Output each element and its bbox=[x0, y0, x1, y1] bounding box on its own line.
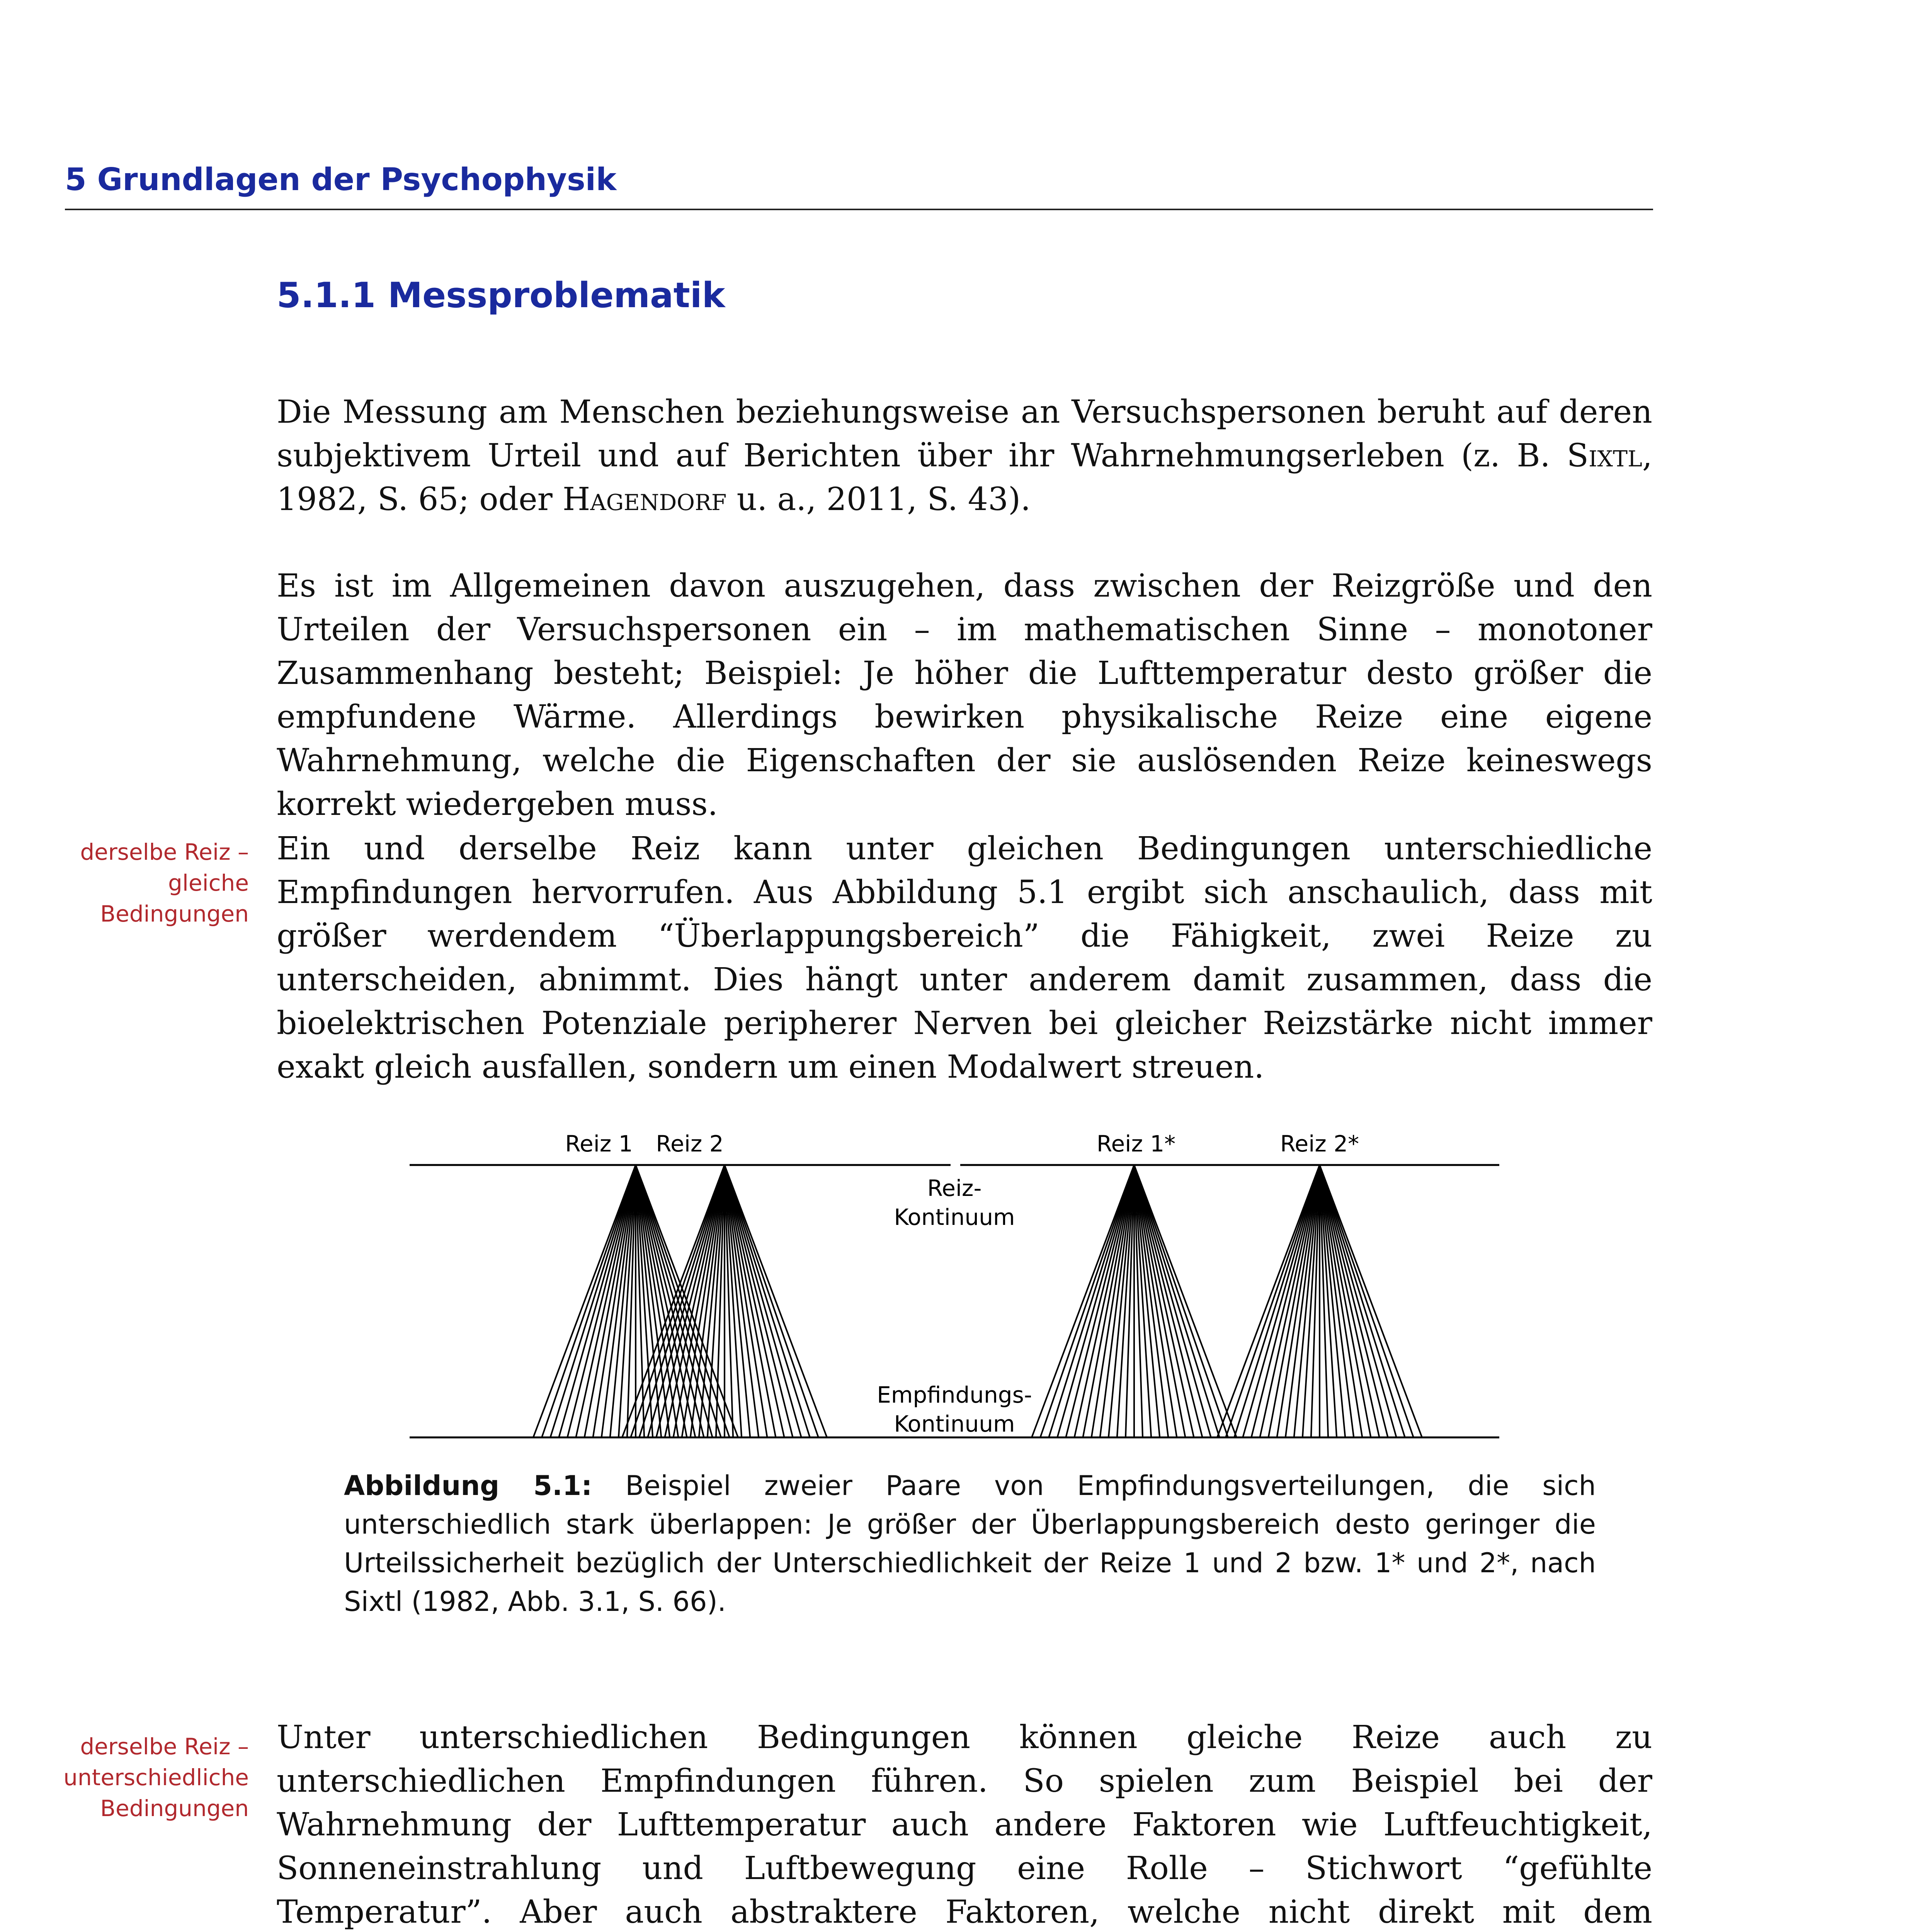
paragraph-1-text-b: , 1982, S. 65; oder bbox=[277, 437, 1652, 518]
fan-line bbox=[656, 1165, 725, 1437]
fan-line bbox=[1320, 1165, 1388, 1437]
header-rule bbox=[65, 209, 1653, 210]
fan-reiz-1-star bbox=[1032, 1165, 1237, 1437]
label-reiz-1-star: Reiz 1* bbox=[1096, 1131, 1176, 1157]
fan-line bbox=[1057, 1165, 1134, 1437]
fan-reiz-2-star bbox=[1217, 1165, 1422, 1437]
fan-line bbox=[636, 1165, 704, 1437]
fan-line bbox=[1320, 1165, 1354, 1437]
fan-line bbox=[1286, 1165, 1320, 1437]
fan-line bbox=[1134, 1165, 1211, 1437]
paragraph-2: Es ist im Allgemeinen davon auszugehen, dass zwischen der Reizgröße und den Urteilen der Versuchspersonen ein – im mathematischen Sinne – monotoner Zusammenhang besteht; Beispiel: Je höher die Lufttemperatur desto größer die empfundene Wärme. Allerdings bewirken physikalische Reize eine eigene Wahrnehmung, welche die Eigenschaften der sie auslösenden Reize keineswegs korrekt wiedergeben muss. bbox=[277, 568, 1652, 823]
label-reiz-2: Reiz 2 bbox=[656, 1131, 724, 1157]
fan-line bbox=[1066, 1165, 1134, 1437]
figure-caption bbox=[344, 1466, 1596, 1621]
label-empfindungs-kontinuum-line2: Kontinuum bbox=[894, 1411, 1015, 1437]
fan-line bbox=[1243, 1165, 1320, 1437]
label-reiz-1: Reiz 1 bbox=[565, 1131, 633, 1157]
author-sixtl: Sixtl bbox=[1567, 437, 1642, 474]
fan-line bbox=[602, 1165, 636, 1437]
paragraph-4: Unter unterschiedlichen Bedingungen können gleiche Reize auch zu unterschiedlichen Empfindungen führen. So spielen zum Beispiel bei der Wahrnehmung der Lufttemperatur auch andere Faktoren wie Luftfeuchtigkeit, Sonneneinstrahlung und Luftbewegung eine Rolle – Stichwort “gefühlte Temperatur”. Aber auch abstraktere Faktoren, welche nicht direkt mit dem bbox=[277, 1719, 1652, 1930]
margin-note-same-conditions: derselbe Reiz – gleiche Bedingungen bbox=[80, 839, 249, 927]
label-reiz-kontinuum-line2: Kontinuum bbox=[894, 1204, 1015, 1230]
running-head: 5 Grundlagen der Psychophysik bbox=[65, 162, 617, 197]
fan-line bbox=[725, 1165, 759, 1437]
caption-label: Abbildung 5.1: bbox=[344, 1470, 592, 1502]
fan-line bbox=[725, 1165, 801, 1437]
fan-line bbox=[1100, 1165, 1134, 1437]
paragraph-1-text-a: Die Messung am Menschen beziehungsweise an Versuchspersonen beruht auf deren subjektivem Urteil und auf Berichten über ihr Wahrnehmungserleben (z. B. bbox=[277, 394, 1652, 474]
fan-line bbox=[567, 1165, 636, 1437]
fan-line bbox=[1134, 1165, 1168, 1437]
caption-text: Beispiel zweier Paare von Empfindungsverteilungen, die sich unterschiedlich stark überlappen: Je größer der Überlappungsbereich desto geringer die Urteilssicherheit bezüglich der Unterschiedlichkeit der Reize 1 und 2 bzw. 1* und 2*, nach Sixtl (1982, Abb. 3.1, S. 66). bbox=[344, 1470, 1596, 1617]
fan-line bbox=[1320, 1165, 1397, 1437]
fan-line bbox=[1251, 1165, 1320, 1437]
sensation-distribution-diagram bbox=[410, 1121, 1499, 1453]
figure-5-1 bbox=[410, 1121, 1499, 1453]
margin-note-different-conditions: derselbe Reiz – unterschiedliche Bedingungen bbox=[63, 1733, 249, 1821]
fan-line bbox=[725, 1165, 793, 1437]
label-reiz-2-star: Reiz 2* bbox=[1280, 1131, 1359, 1157]
section-title: 5.1.1 Messproblematik bbox=[277, 275, 725, 316]
paragraph-1 bbox=[277, 390, 1652, 521]
paragraph-3: Ein und derselbe Reiz kann unter gleichen Bedingungen unterschiedliche Empfindungen hervorrufen. Aus Abbildung 5.1 ergibt sich anschaulich, dass mit größer werdendem “Überlappungsbereich” die Fähigkeit, zwei Reize zu unterscheiden, abnimmt. Dies hängt unter anderem damit zusammen, dass die bioelektrischen Potenziale peripherer Nerven bei gleicher Reizstärke nicht immer exakt gleich ausfallen, sondern um einen Modalwert streuen. bbox=[277, 830, 1652, 1085]
fan-line bbox=[559, 1165, 636, 1437]
label-empfindungs-kontinuum-line1: Empfindungs- bbox=[877, 1382, 1032, 1408]
fan-line bbox=[1134, 1165, 1203, 1437]
author-hagendorf: Hagendorf bbox=[562, 481, 727, 518]
label-reiz-kontinuum-line1: Reiz- bbox=[927, 1175, 982, 1201]
paragraph-1-text-c: u. a., 2011, S. 43). bbox=[726, 481, 1031, 518]
